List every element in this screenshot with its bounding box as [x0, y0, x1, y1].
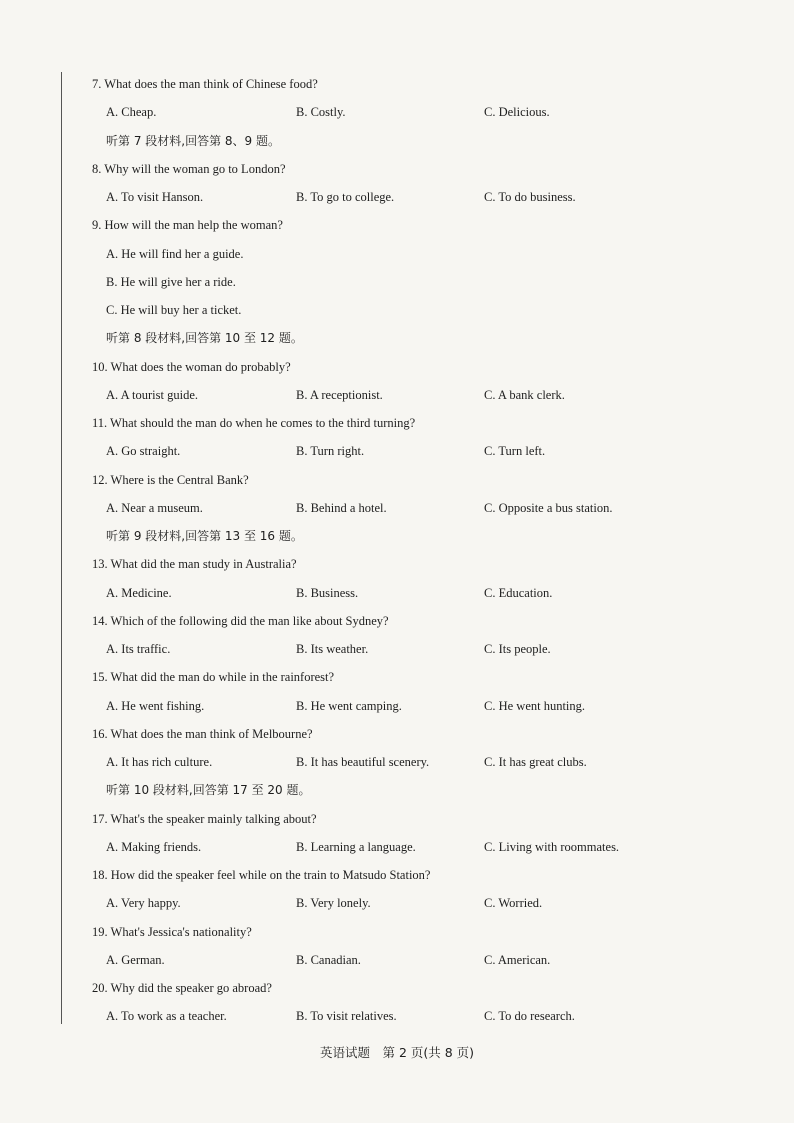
page-footer: 英语试题 第 2 页(共 8 页) [319, 1045, 475, 1060]
answer-option-c: C. Its people. [484, 642, 551, 656]
question-stem: 15. What did the man do while in the rainforest? [92, 670, 335, 685]
margin-rule [61, 72, 62, 1024]
answer-option-b: B. Learning a language. [296, 839, 416, 854]
answer-option-c: C. Worried. [484, 896, 543, 911]
answer-option: C. He will buy her a ticket. [106, 303, 242, 317]
answer-option: B. He will give her a ride. [106, 274, 236, 289]
answer-option-b: B. Very lonely. [296, 896, 371, 911]
answer-option-c: C. American. [484, 952, 551, 967]
answer-option-a: A. Very happy. [106, 896, 181, 911]
answer-option-b: B. A receptionist. [296, 387, 383, 402]
answer-option-a: A. Medicine. [106, 585, 172, 600]
answer-option-c: C. He went hunting. [484, 698, 586, 713]
answer-option-c: C. To do business. [484, 190, 576, 204]
answer-option-a: A. It has rich culture. [106, 755, 213, 769]
question-stem: 20. Why did the speaker go abroad? [92, 981, 272, 995]
question-stem: 12. Where is the Central Bank? [92, 472, 249, 487]
answer-option-c: C. To do research. [484, 1009, 575, 1024]
answer-option-b: B. He went camping. [296, 698, 402, 713]
answer-option-c: C. Opposite a bus station. [484, 500, 613, 515]
answer-option-a: A. Near a museum. [106, 500, 203, 515]
answer-option-a: A. Go straight. [106, 444, 181, 459]
answer-option-b: B. Business. [296, 585, 359, 600]
question-stem: 13. What did the man study in Australia? [92, 557, 297, 572]
answer-option-c: C. Turn left. [484, 444, 546, 459]
answer-option-a: A. Making friends. [106, 839, 202, 854]
question-stem: 7. What does the man think of Chinese food? [92, 77, 318, 91]
answer-option-b: B. It has beautiful scenery. [296, 755, 430, 769]
answer-option-c: C. Delicious. [484, 105, 550, 120]
answer-option-b: B. Turn right. [296, 444, 365, 459]
question-stem: 10. What does the woman do probably? [92, 359, 291, 374]
answer-option-b: B. To go to college. [296, 190, 395, 204]
answer-option-a: A. He went fishing. [106, 698, 205, 713]
answer-option-b: B. Behind a hotel. [296, 500, 387, 515]
answer-option-c: C. A bank clerk. [484, 387, 565, 402]
section-instruction: 听第 9 段材料,回答第 13 至 16 题。 [106, 529, 303, 543]
answer-option-a: A. Cheap. [106, 105, 157, 120]
section-instruction: 听第 8 段材料,回答第 10 至 12 题。 [106, 331, 303, 346]
question-stem: 14. Which of the following did the man like about Sydney? [92, 613, 389, 628]
question-stem: 8. Why will the woman go to London? [92, 161, 286, 176]
answer-option-c: C. Education. [484, 585, 553, 600]
answer-option-a: A. To work as a teacher. [106, 1009, 227, 1024]
question-stem: 17. What's the speaker mainly talking about? [92, 811, 317, 826]
answer-option-b: B. Canadian. [296, 952, 361, 967]
answer-option-b: B. To visit relatives. [296, 1009, 397, 1024]
answer-option-a: A. To visit Hanson. [106, 190, 204, 204]
question-stem: 16. What does the man think of Melbourne? [92, 726, 313, 741]
answer-option-a: A. Its traffic. [106, 642, 171, 656]
question-stem: 19. What's Jessica's nationality? [92, 924, 252, 939]
answer-option-b: B. Its weather. [296, 642, 369, 656]
answer-option-c: C. Living with roommates. [484, 839, 620, 854]
question-stem: 18. How did the speaker feel while on the train to Matsudo Station? [92, 868, 431, 882]
answer-option-b: B. Costly. [296, 105, 346, 120]
answer-option-a: A. A tourist guide. [106, 387, 199, 402]
question-stem: 11. What should the man do when he comes to the third turning? [92, 416, 416, 430]
answer-option: A. He will find her a guide. [106, 246, 244, 261]
question-stem: 9. How will the man help the woman? [92, 218, 283, 233]
answer-option-c: C. It has great clubs. [484, 755, 587, 769]
answer-option-a: A. German. [106, 952, 165, 967]
section-instruction: 听第 7 段材料,回答第 8、9 题。 [106, 133, 280, 148]
section-instruction: 听第 10 段材料,回答第 17 至 20 题。 [106, 783, 311, 798]
